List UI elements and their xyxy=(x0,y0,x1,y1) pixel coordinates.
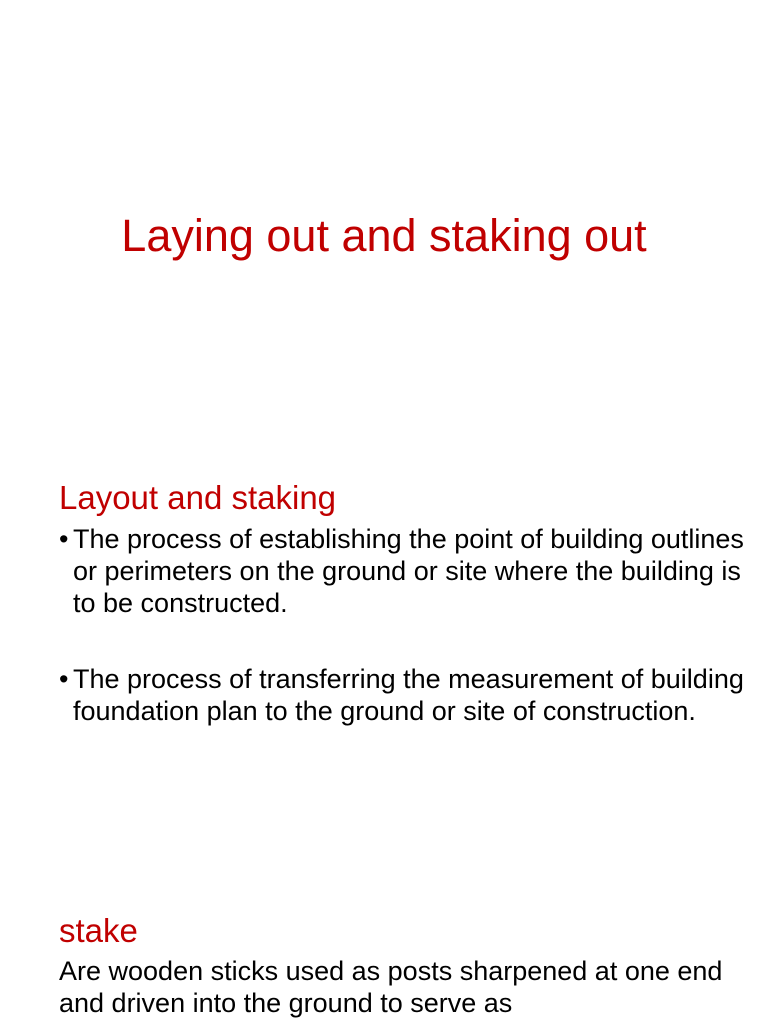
section-heading-stake: stake xyxy=(59,912,138,949)
bullet-marker: • xyxy=(59,524,69,554)
bullet-marker: • xyxy=(59,664,69,694)
section-heading-layout-and-staking: Layout and staking xyxy=(59,479,337,516)
bullet-item xyxy=(59,523,749,619)
bullet-item xyxy=(59,663,749,727)
stake-definition-paragraph: Are wooden sticks used as posts sharpened at one end and driven into the ground to serve as xyxy=(59,956,723,1018)
slide-title: Laying out and staking out xyxy=(121,210,647,261)
bullet-text: The process of transferring the measurement of building foundation plan to the ground or site of construction. xyxy=(73,664,744,726)
bullet-text: The process of establishing the point of building outlines or perimeters on the ground or site where the building is to be constructed. xyxy=(73,524,744,618)
